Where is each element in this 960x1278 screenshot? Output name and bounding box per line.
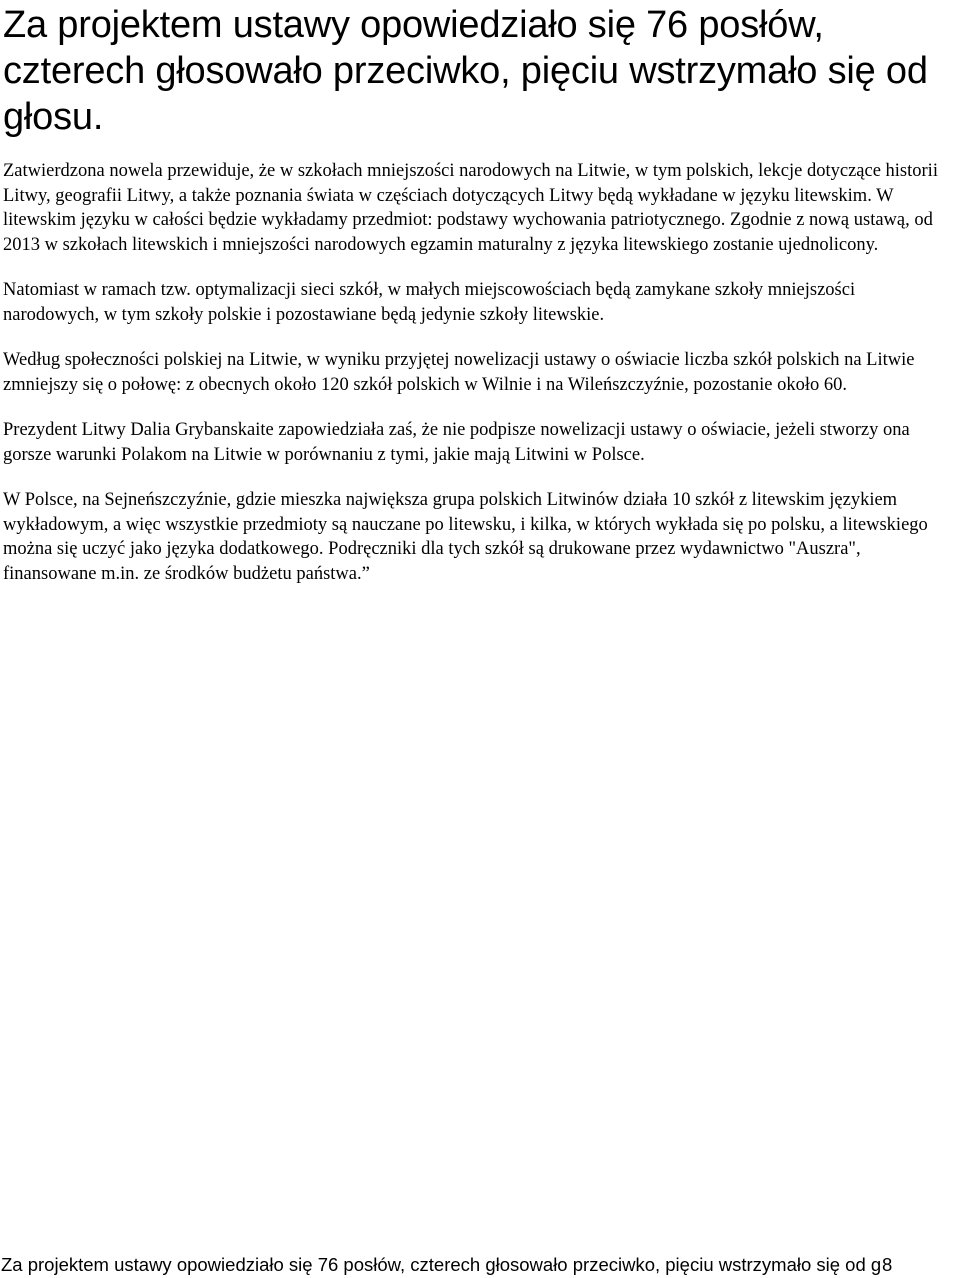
footer-running-title: Za projektem ustawy opowiedziało się 76 posłów, czterech głosowało przeciwko, pięciu wstrzymało się od g (1, 1254, 882, 1275)
page-number: 8 (882, 1254, 893, 1275)
article-body (3, 159, 953, 586)
paragraph: W Polsce, na Sejneńszczyźnie, gdzie mieszka największa grupa polskich Litwinów działa 10 szkół z litewskim językiem wykładowym, a więc wszystkie przedmioty są nauczane po litewsku, i kilka, w których wykłada się po polsku, a litewskiego można się uczyć jako języka dodatkowego. Podręczniki dla tych szkół są drukowane przez wydawnictwo "Auszra", finansowane m.in. ze środków budżetu państwa.” (3, 490, 928, 584)
paragraph: Prezydent Litwy Dalia Grybanskaite zapowiedziała zaś, że nie podpisze nowelizacji ustawy o oświacie, jeżeli stworzy ona gorsze warunki Polakom na Litwie w porównaniu z tymi, jakie mają Litwini w Polsce. (3, 420, 910, 465)
document-page (3, 0, 953, 607)
paragraph: Natomiast w ramach tzw. optymalizacji sieci szkół, w małych miejscowościach będą zamykane szkoły mniejszości narodowych, w tym szkoły polskie i pozostawiane będą jedynie szkoły litewskie. (3, 280, 856, 325)
paragraph: Według społeczności polskiej na Litwie, w wyniku przyjętej nowelizacji ustawy o oświacie liczba szkół polskich na Litwie zmniejszy się o połowę: z obecnych około 120 szkół polskich w Wilnie i na Wileńszczyźnie, pozostanie około 60. (3, 350, 915, 395)
paragraph: Zatwierdzona nowela przewiduje, że w szkołach mniejszości narodowych na Litwie, w tym polskich, lekcje dotyczące historii Litwy, geografii Litwy, a także poznania świata w częściach dotyczących Litwy będą wykładane w języku litewskim. W litewskim języku w całości będzie wykładamy przedmiot: podstawy wychowania patriotycznego. Zgodnie z nową ustawą, od 2013 w szkołach litewskich i mniejszości narodowych egzamin maturalny z języka litewskiego zostanie ujednolicony. (3, 161, 938, 255)
page-footer (1, 1252, 960, 1278)
page-title: Za projektem ustawy opowiedziało się 76 posłów, czterech głosowało przeciwko, pięciu wstrzymało się od głosu. (3, 4, 928, 138)
